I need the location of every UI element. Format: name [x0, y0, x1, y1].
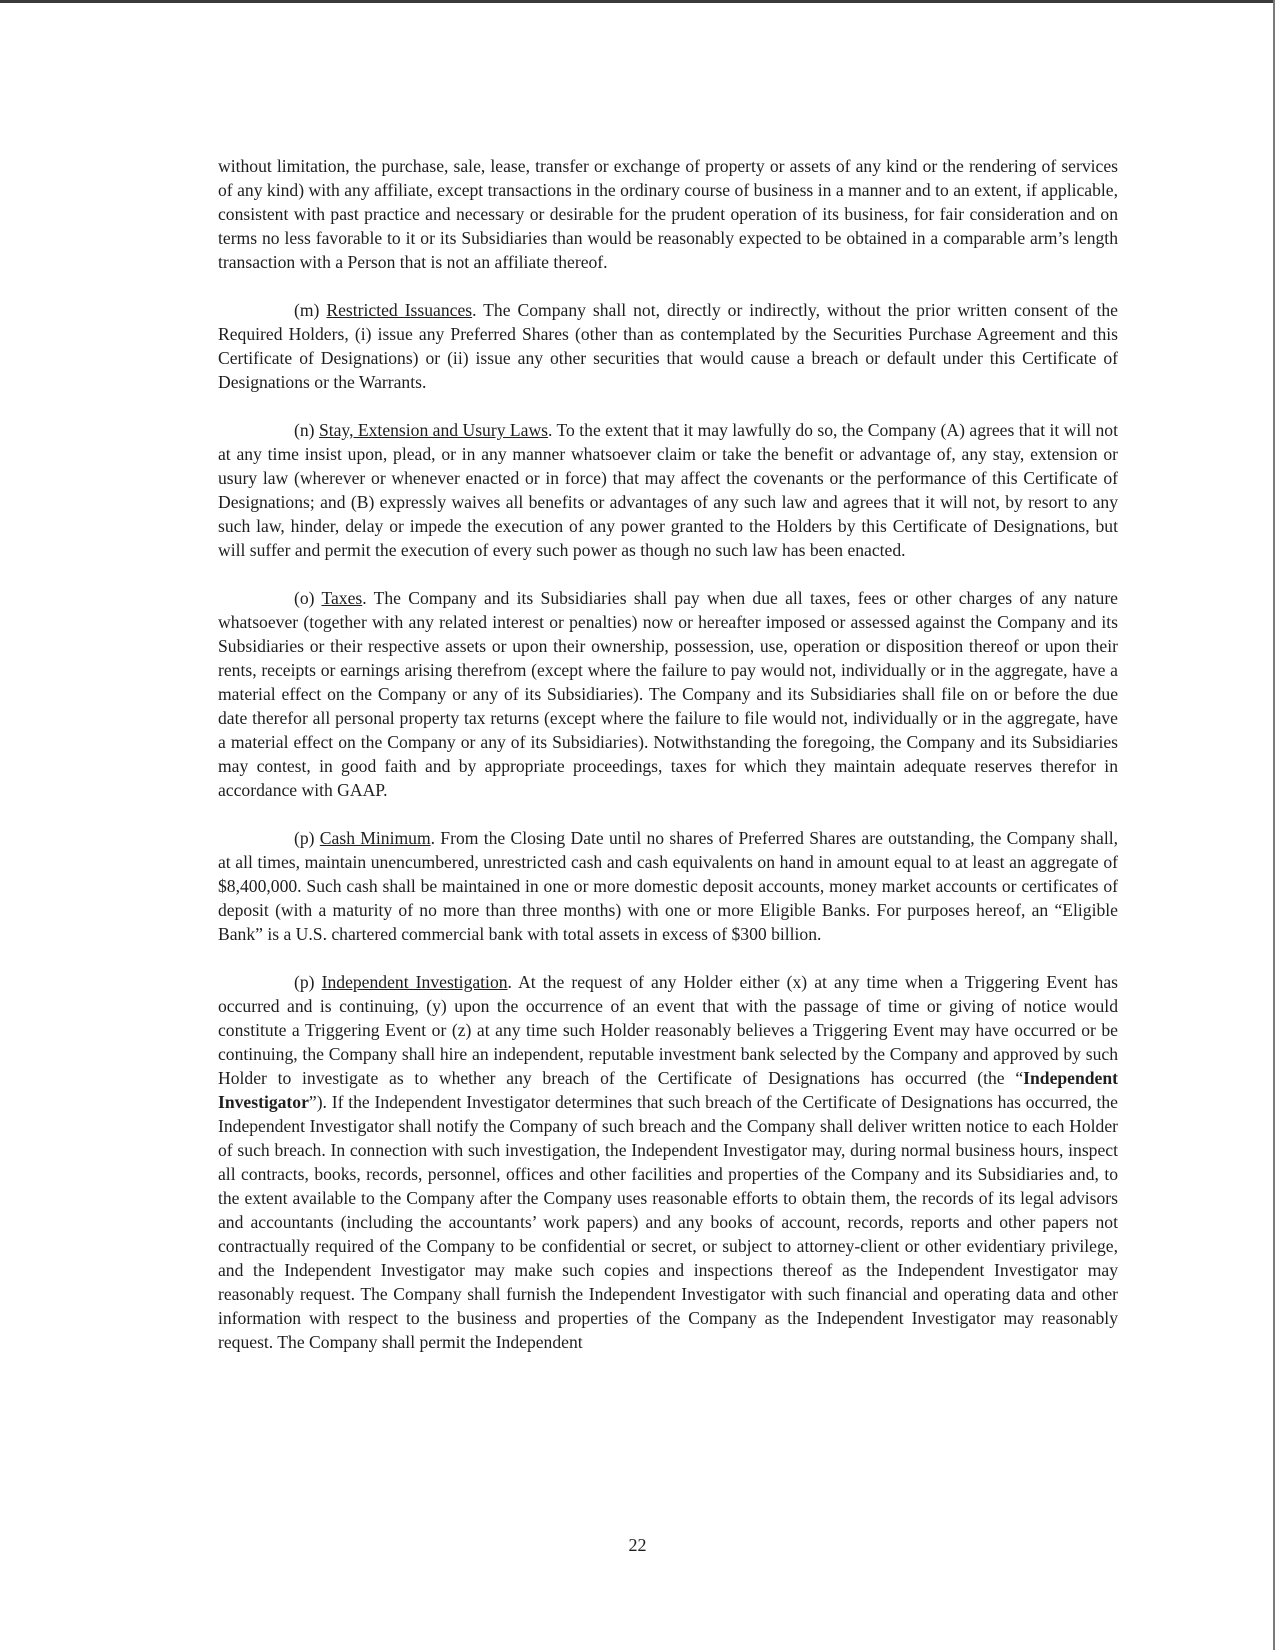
section-heading: Cash Minimum	[319, 828, 431, 848]
paragraph-n-stay-extension-usury	[218, 418, 1118, 562]
section-label: (n)	[294, 420, 319, 440]
paragraph-m-restricted-issuances	[218, 298, 1118, 394]
section-heading: Taxes	[321, 588, 363, 608]
section-label: (p)	[294, 972, 322, 992]
section-label: (p)	[294, 828, 320, 848]
section-label: (o)	[294, 588, 322, 608]
page-edge-top	[0, 0, 1275, 3]
paragraph-p-independent-investigation	[218, 970, 1118, 1354]
section-heading: Independent Investigation	[321, 972, 508, 992]
document-body	[218, 154, 1118, 1378]
paragraph-text: . To the extent that it may lawfully do so, the Company (A) agrees that it will not at any time insist upon, plead, or in any manner whatsoever claim or take the benefit or advantage of, any stay, extension or usury law (wherever or whenever enacted or in force) that may affect the covenants or the performance of this Certificate of Designations; and (B) expressly waives all benefits or advantages of any such law and agrees that it will not, by resort to any such law, hinder, delay or impede the execution of any power granted to the Holders by this Certificate of Designations, but will suffer and permit the execution of every such power as though no such law has been enacted.	[218, 420, 1118, 560]
section-label: (m)	[294, 300, 327, 320]
paragraph-text: ”). If the Independent Investigator determines that such breach of the Certificate of Designations has occurred, the Independent Investigator shall notify the Company of such breach and the Company shall deliver written notice to each Holder of such breach. In connection with such investigation, the Independent Investigator may, during normal business hours, inspect all contracts, books, records, personnel, offices and other facilities and properties of the Company and its Subsidiaries and, to the extent available to the Company after the Company uses reasonable efforts to obtain them, the records of its legal advisors and accountants (including the accountants’ work papers) and any books of account, records, reports and other papers not contractually required of the Company to be confidential or secret, or subject to attorney-client or other evidentiary privilege, and the Independent Investigator may make such copies and inspections thereof as the Independent Investigator may reasonably request. The Company shall furnish the Independent Investigator with such financial and operating data and other information with respect to the business and properties of the Company as the Independent Investigator may reasonably request. The Company shall permit the Independent	[218, 1092, 1118, 1352]
defined-term: Independent Investigator	[218, 1068, 1118, 1112]
paragraph-text: . At the request of any Holder either (x) at any time when a Triggering Event has occurred and is continuing, (y) upon the occurrence of an event that with the passage of time or giving of notice would constitute a Triggering Event or (z) at any time such Holder reasonably believes a Triggering Event may have occurred or be continuing, the Company shall hire an independent, reputable investment bank selected by the Company and approved by such Holder to investigate as to whether any breach of the Certificate of Designations has occurred (the “	[218, 972, 1118, 1088]
section-heading: Stay, Extension and Usury Laws	[318, 420, 549, 440]
paragraph-o-taxes	[218, 586, 1118, 802]
section-heading: Restricted Issuances	[326, 300, 473, 320]
page-number: 22	[628, 1535, 647, 1555]
paragraph-p-cash-minimum	[218, 826, 1118, 946]
paragraph-l-continuation	[218, 154, 1118, 274]
paragraph-text: without limitation, the purchase, sale, lease, transfer or exchange of property or assets of any kind or the rendering of services of any kind) with any affiliate, except transactions in the ordinary course of business in a manner and to an extent, if applicable, consistent with past practice and necessary or desirable for the prudent operation of its business, for fair consideration and on terms no less favorable to it or its Subsidiaries than would be reasonably expected to be obtained in a comparable arm’s length transaction with a Person that is not an affiliate thereof.	[218, 156, 1118, 272]
paragraph-text: . From the Closing Date until no shares of Preferred Shares are outstanding, the Company shall, at all times, maintain unencumbered, unrestricted cash and cash equivalents on hand in amount equal to at least an aggregate of $8,400,000. Such cash shall be maintained in one or more domestic deposit accounts, money market accounts or certificates of deposit (with a maturity of no more than three months) with one or more Eligible Banks. For purposes hereof, an “Eligible Bank” is a U.S. chartered commercial bank with total assets in excess of $300 billion.	[218, 828, 1118, 944]
paragraph-text: . The Company and its Subsidiaries shall pay when due all taxes, fees or other charges of any nature whatsoever (together with any related interest or penalties) now or hereafter imposed or assessed against the Company and its Subsidiaries or their respective assets or upon their ownership, possession, use, operation or disposition thereof or upon their rents, receipts or earnings arising therefrom (except where the failure to pay would not, individually or in the aggregate, have a material effect on the Company or any of its Subsidiaries). The Company and its Subsidiaries shall file on or before the due date therefor all personal property tax returns (except where the failure to file would not, individually or in the aggregate, have a material effect on the Company or any of its Subsidiaries). Notwithstanding the foregoing, the Company and its Subsidiaries may contest, in good faith and by appropriate proceedings, taxes for which they maintain adequate reserves therefor in accordance with GAAP.	[218, 588, 1118, 800]
paragraph-text: . The Company shall not, directly or indirectly, without the prior written consent of the Required Holders, (i) issue any Preferred Shares (other than as contemplated by the Securities Purchase Agreement and this Certificate of Designations) or (ii) issue any other securities that would cause a breach or default under this Certificate of Designations or the Warrants.	[218, 300, 1118, 392]
